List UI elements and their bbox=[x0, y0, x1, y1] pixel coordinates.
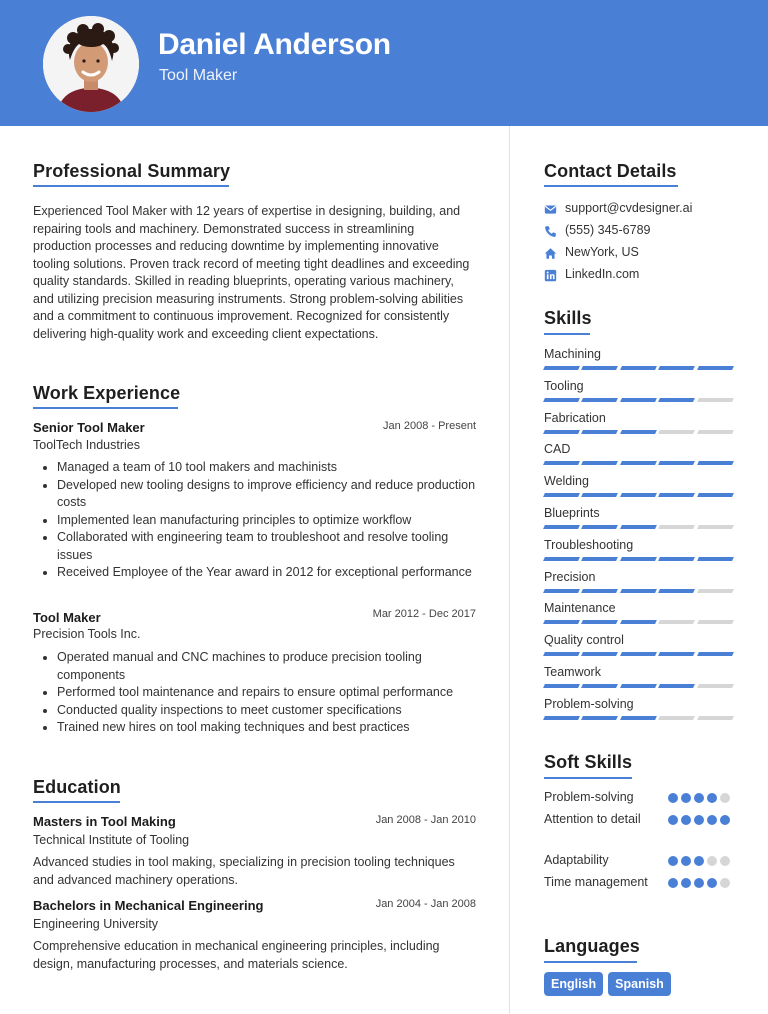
language-badge: English bbox=[544, 972, 603, 996]
skill-label: Blueprints bbox=[544, 506, 600, 520]
skill-label: Machining bbox=[544, 347, 601, 361]
skill-row bbox=[544, 570, 733, 598]
skill-level-segment bbox=[620, 716, 657, 720]
skill-level-segment bbox=[620, 589, 657, 593]
avatar bbox=[43, 16, 139, 112]
bullet-item: Trained new hires on tool making techniques and best practices bbox=[33, 719, 476, 737]
bullet-item: Managed a team of 10 tool makers and machinists bbox=[33, 459, 476, 477]
skill-level-bar bbox=[544, 525, 733, 529]
skill-label: Teamwork bbox=[544, 665, 601, 679]
soft-skill-rating bbox=[668, 815, 730, 825]
rating-dot bbox=[720, 878, 730, 888]
skill-row bbox=[544, 347, 733, 375]
skill-level-bar bbox=[544, 398, 733, 402]
job-bullets bbox=[33, 649, 476, 737]
soft-skills-underline bbox=[544, 777, 632, 779]
skill-level-segment bbox=[658, 684, 695, 688]
skill-level-segment bbox=[697, 652, 734, 656]
soft-skill-label: Problem-solving bbox=[544, 790, 634, 804]
experience-heading: Work Experience bbox=[33, 383, 181, 403]
bullet-item: Received Employee of the Year award in 2012 for exceptional performance bbox=[33, 564, 476, 582]
job-company: ToolTech Industries bbox=[33, 438, 141, 452]
skill-level-segment bbox=[543, 493, 580, 497]
skill-level-segment bbox=[620, 684, 657, 688]
skill-level-segment bbox=[620, 398, 657, 402]
profile-photo bbox=[43, 16, 139, 112]
rating-dot bbox=[707, 856, 717, 866]
education-description: Comprehensive education in mechanical engineering principles, including design, manufacturing processes, and materials science. bbox=[33, 939, 440, 971]
skill-level-segment bbox=[543, 589, 580, 593]
skills-underline bbox=[544, 333, 590, 335]
skill-level-segment bbox=[658, 589, 695, 593]
skill-level-segment bbox=[543, 461, 580, 465]
skill-row bbox=[544, 633, 733, 661]
soft-skill-label: Attention to detail bbox=[544, 812, 641, 826]
skill-level-segment bbox=[658, 620, 695, 624]
job-title: Senior Tool Maker bbox=[33, 420, 145, 435]
soft-skill-rating bbox=[668, 878, 730, 888]
linkedin-icon bbox=[544, 269, 557, 282]
skill-level-segment bbox=[581, 589, 618, 593]
skill-level-segment bbox=[581, 398, 618, 402]
school-name: Technical Institute of Tooling bbox=[33, 833, 190, 847]
languages-heading: Languages bbox=[544, 936, 640, 956]
column-divider bbox=[509, 126, 510, 1014]
summary-text: Experienced Tool Maker with 12 years of expertise in designing, building, and repairing tools and machinery. Demonstrated success in streamlining production processes and reducing downtime by implementing innovative tooling solutions. Proven track record of meeting tight deadlines and exceeding quality standards. Skilled in reading blueprints, operating various machinery, and utilizing precision measuring instruments. Strong problem-solving abilities and a commitment to continuous improvement. Recognized for consistently delivering high-quality work and exceeding client expectations. bbox=[33, 204, 470, 341]
skill-level-segment bbox=[658, 430, 695, 434]
skill-label: Tooling bbox=[544, 378, 584, 393]
rating-dot bbox=[668, 878, 678, 888]
skill-level-segment bbox=[658, 398, 695, 402]
header-banner bbox=[0, 0, 768, 126]
skill-level-segment bbox=[658, 525, 695, 529]
contact-heading: Contact Details bbox=[544, 161, 677, 181]
skill-label: Problem-solving bbox=[544, 696, 634, 711]
rating-dot bbox=[681, 793, 691, 803]
skill-level-segment bbox=[581, 684, 618, 688]
skill-level-segment bbox=[543, 366, 580, 370]
skill-level-segment bbox=[697, 430, 734, 434]
skill-level-segment bbox=[658, 493, 695, 497]
skill-level-segment bbox=[658, 366, 695, 370]
job-bullets bbox=[33, 459, 476, 582]
envelope-icon bbox=[544, 203, 557, 216]
rating-dot bbox=[707, 878, 717, 888]
education-underline bbox=[33, 801, 120, 803]
bullet-item: Performed tool maintenance and repairs to ensure optimal performance bbox=[33, 684, 476, 702]
skill-level-segment bbox=[581, 716, 618, 720]
rating-dot bbox=[694, 878, 704, 888]
skill-level-segment bbox=[620, 461, 657, 465]
soft-skill-rating bbox=[668, 856, 730, 866]
summary-heading: Professional Summary bbox=[33, 161, 231, 181]
skill-level-segment bbox=[581, 493, 618, 497]
experience-underline bbox=[33, 407, 178, 409]
rating-dot bbox=[720, 815, 730, 825]
skill-level-bar bbox=[544, 620, 733, 624]
phone-icon bbox=[544, 225, 557, 238]
rating-dot bbox=[694, 856, 704, 866]
skill-level-segment bbox=[620, 557, 657, 561]
skill-level-segment bbox=[581, 652, 618, 656]
rating-dot bbox=[707, 793, 717, 803]
skill-label: CAD bbox=[544, 442, 571, 457]
soft-skills-heading: Soft Skills bbox=[544, 752, 633, 772]
skill-level-segment bbox=[543, 525, 580, 529]
bullet-item: Conducted quality inspections to meet customer specifications bbox=[33, 702, 476, 720]
skill-level-segment bbox=[581, 461, 618, 465]
skill-level-bar bbox=[544, 461, 733, 465]
skill-level-segment bbox=[658, 652, 695, 656]
skill-level-segment bbox=[581, 366, 618, 370]
skill-level-segment bbox=[543, 652, 580, 656]
skill-level-segment bbox=[697, 557, 734, 561]
home-icon bbox=[544, 247, 557, 260]
skill-level-segment bbox=[697, 589, 734, 593]
skill-level-segment bbox=[581, 430, 618, 434]
skill-level-segment bbox=[543, 430, 580, 434]
rating-dot bbox=[707, 815, 717, 825]
skill-level-segment bbox=[543, 620, 580, 624]
skill-level-segment bbox=[697, 716, 734, 720]
soft-skill-label: Adaptability bbox=[544, 853, 609, 867]
rating-dot bbox=[668, 856, 678, 866]
skill-level-segment bbox=[581, 557, 618, 561]
skill-row bbox=[544, 697, 733, 725]
skill-label: Maintenance bbox=[544, 601, 616, 616]
job-company: Precision Tools Inc. bbox=[33, 627, 141, 641]
skill-row bbox=[544, 601, 733, 629]
skill-level-bar bbox=[544, 557, 733, 561]
skills-heading: Skills bbox=[544, 308, 592, 328]
skill-level-segment bbox=[658, 461, 695, 465]
candidate-name: Daniel Anderson bbox=[158, 28, 391, 61]
skill-level-segment bbox=[697, 366, 734, 370]
skill-level-segment bbox=[620, 652, 657, 656]
skill-level-segment bbox=[620, 620, 657, 624]
language-badge: Spanish bbox=[608, 972, 671, 996]
skill-label: Quality control bbox=[544, 633, 624, 648]
skill-level-segment bbox=[697, 525, 734, 529]
education-date: Jan 2008 - Jan 2010 bbox=[375, 814, 476, 826]
skill-level-segment bbox=[697, 398, 734, 402]
skill-level-segment bbox=[620, 430, 657, 434]
rating-dot bbox=[694, 793, 704, 803]
rating-dot bbox=[720, 856, 730, 866]
job-date: Jan 2008 - Present bbox=[383, 420, 476, 432]
skill-level-segment bbox=[697, 620, 734, 624]
skill-level-segment bbox=[543, 684, 580, 688]
skill-row bbox=[544, 442, 733, 470]
contact-underline bbox=[544, 185, 678, 187]
skill-level-segment bbox=[697, 493, 734, 497]
skill-level-bar bbox=[544, 430, 733, 434]
job-date: Mar 2012 - Dec 2017 bbox=[372, 608, 476, 620]
skill-row bbox=[544, 379, 733, 407]
rating-dot bbox=[668, 793, 678, 803]
skill-level-segment bbox=[543, 716, 580, 720]
languages-list bbox=[544, 972, 671, 996]
skill-level-segment bbox=[697, 461, 734, 465]
skill-level-segment bbox=[543, 398, 580, 402]
languages-underline bbox=[544, 961, 637, 963]
bullet-item: Developed new tooling designs to improve efficiency and reduce production costs bbox=[33, 477, 476, 512]
skill-level-bar bbox=[544, 716, 733, 720]
skill-row bbox=[544, 474, 733, 502]
rating-dot bbox=[681, 878, 691, 888]
rating-dot bbox=[720, 793, 730, 803]
bullet-item: Collaborated with engineering team to troubleshoot and resolve tooling issues bbox=[33, 529, 476, 564]
degree-title: Bachelors in Mechanical Engineering bbox=[33, 898, 264, 913]
education-date: Jan 2004 - Jan 2008 bbox=[375, 898, 476, 910]
contact-linkedin-text: LinkedIn.com bbox=[565, 267, 640, 281]
skill-label: Welding bbox=[544, 474, 589, 489]
contact-phone-text: (555) 345-6789 bbox=[565, 223, 651, 237]
summary-underline bbox=[33, 185, 229, 187]
skill-level-segment bbox=[658, 557, 695, 561]
rating-dot bbox=[681, 815, 691, 825]
contact-email-text: support@cvdesigner.ai bbox=[565, 201, 693, 215]
rating-dot bbox=[681, 856, 691, 866]
skill-level-bar bbox=[544, 589, 733, 593]
skill-label: Fabrication bbox=[544, 410, 606, 425]
skill-level-segment bbox=[581, 525, 618, 529]
skill-level-segment bbox=[658, 716, 695, 720]
skill-label: Troubleshooting bbox=[544, 537, 634, 552]
education-description: Advanced studies in tool making, specializing in precision tooling techniques and advanced machinery operations. bbox=[33, 855, 455, 887]
contact-location bbox=[544, 245, 744, 263]
bullet-item: Implemented lean manufacturing principles to optimize workflow bbox=[33, 512, 476, 530]
contact-email[interactable] bbox=[544, 201, 744, 219]
skill-level-bar bbox=[544, 493, 733, 497]
skill-level-segment bbox=[581, 620, 618, 624]
education-heading: Education bbox=[33, 777, 121, 797]
skill-level-segment bbox=[620, 525, 657, 529]
skill-level-bar bbox=[544, 366, 733, 370]
skill-row bbox=[544, 665, 733, 693]
bullet-item: Operated manual and CNC machines to produce precision tooling components bbox=[33, 649, 476, 684]
contact-phone[interactable] bbox=[544, 223, 744, 241]
candidate-title: Tool Maker bbox=[159, 67, 238, 84]
soft-skill-label: Time management bbox=[544, 875, 648, 889]
skill-level-segment bbox=[620, 366, 657, 370]
skill-level-segment bbox=[620, 493, 657, 497]
skill-level-segment bbox=[543, 557, 580, 561]
rating-dot bbox=[694, 815, 704, 825]
skill-level-bar bbox=[544, 652, 733, 656]
skill-row bbox=[544, 506, 733, 534]
soft-skill-rating bbox=[668, 793, 730, 803]
job-title: Tool Maker bbox=[33, 610, 101, 625]
skill-row bbox=[544, 411, 733, 439]
contact-location-text: NewYork, US bbox=[565, 245, 639, 259]
school-name: Engineering University bbox=[33, 917, 159, 931]
contact-linkedin[interactable] bbox=[544, 267, 744, 285]
degree-title: Masters in Tool Making bbox=[33, 814, 176, 829]
skill-level-segment bbox=[697, 684, 734, 688]
skill-level-bar bbox=[544, 684, 733, 688]
rating-dot bbox=[668, 815, 678, 825]
skill-row bbox=[544, 538, 733, 566]
skill-label: Precision bbox=[544, 569, 596, 584]
